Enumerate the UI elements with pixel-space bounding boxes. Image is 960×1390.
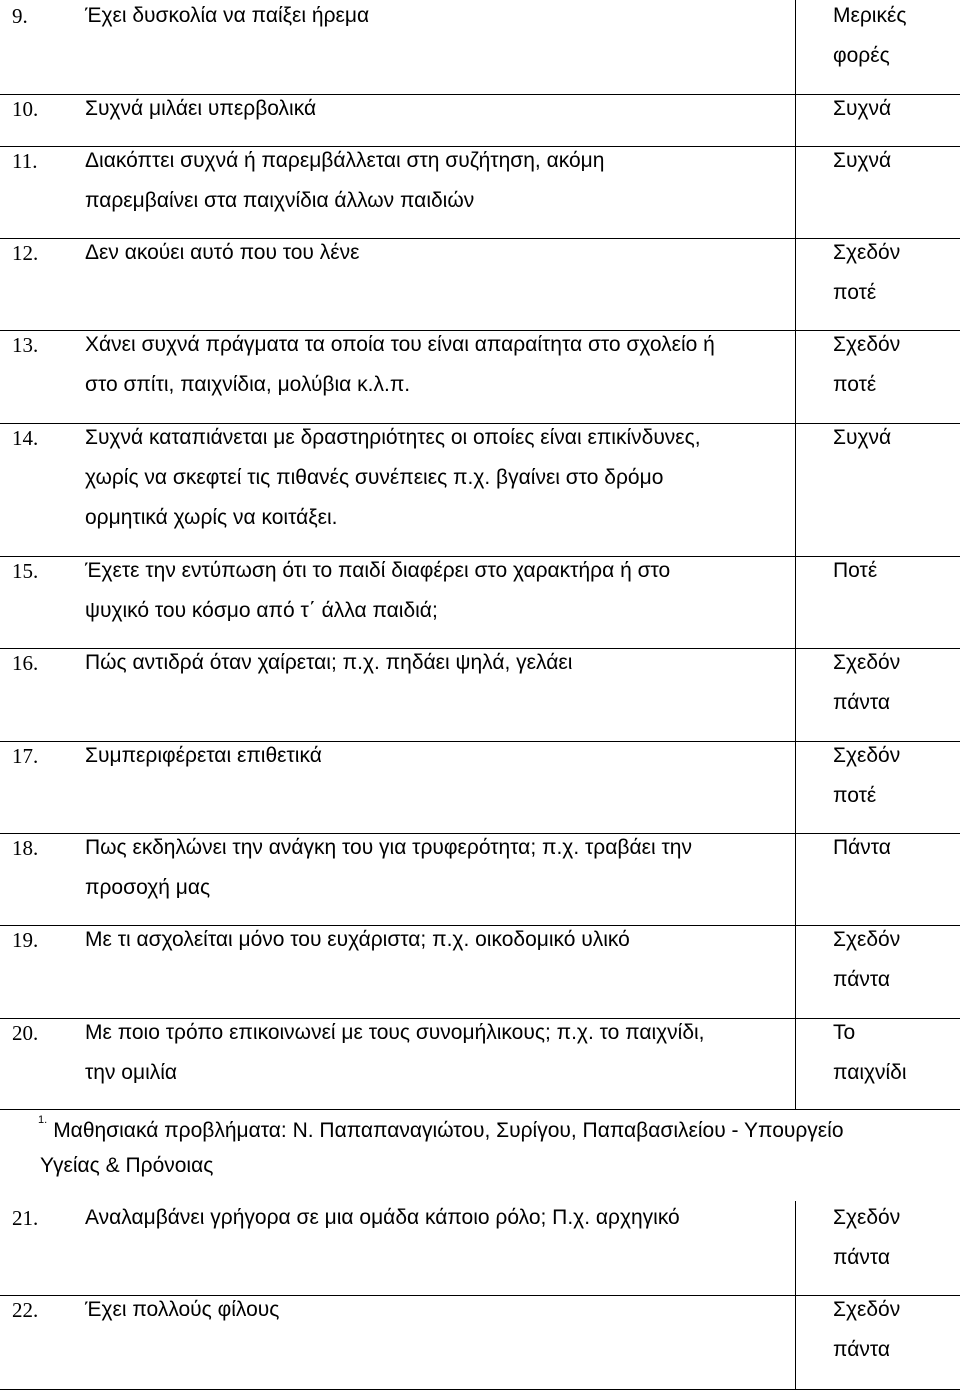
question-text: Έχει πολλούς φίλους — [85, 1298, 280, 1321]
answer-text: Σχεδόν — [833, 1298, 901, 1321]
footnote-marker: 1. — [38, 1114, 48, 1126]
question-text: Με ποιο τρόπο επικοινωνεί με τους συνομήλικους; π.χ. το παιχνίδι, — [85, 1021, 705, 1044]
item-number: 10. — [12, 97, 39, 121]
answer-text: Συχνά — [833, 426, 892, 449]
question-text: Έχετε την εντύπωση ότι το παιδί διαφέρει στο χαρακτήρα ή στο — [85, 559, 671, 582]
question-text: Συμπεριφέρεται επιθετικά — [85, 744, 322, 767]
item-number: 18. — [12, 836, 39, 860]
question-text: την ομιλία — [85, 1061, 178, 1084]
item-number: 15. — [12, 559, 39, 583]
item-number: 11. — [12, 149, 38, 173]
question-text: Διακόπτει συχνά ή παρεμβάλλεται στη συζήτηση, ακόμη — [85, 149, 605, 172]
question-text: ορμητικά χωρίς να κοιτάξει. — [85, 506, 338, 529]
answer-text: ποτέ — [833, 784, 877, 807]
item-number: 13. — [12, 333, 39, 357]
answer-text: Πάντα — [833, 836, 891, 859]
item-number: 22. — [12, 1298, 39, 1322]
answer-text: Συχνά — [833, 149, 892, 172]
question-text: Συχνά καταπιάνεται με δραστηριότητες οι οποίες είναι επικίνδυνες, — [85, 426, 701, 449]
question-text: Δεν ακούει αυτό που του λένε — [85, 241, 360, 264]
answer-text: Μερικές — [833, 4, 907, 27]
question-text: Συχνά μιλάει υπερβολικά — [85, 97, 317, 120]
item-number: 16. — [12, 651, 39, 675]
question-text: παρεμβαίνει στα παιχνίδια άλλων παιδιών — [85, 189, 475, 212]
question-text: ψυχικό του κόσμο από τ΄ άλλα παιδιά; — [85, 599, 438, 622]
footnote-line-1 — [40, 1106, 844, 1151]
answer-text: Σχεδόν — [833, 333, 901, 356]
item-number: 20. — [12, 1021, 39, 1045]
question-text: Έχει δυσκολία να παίξει ήρεμα — [85, 4, 370, 27]
question-text: Αναλαμβάνει γρήγορα σε μια ομάδα κάποιο ρόλο; Π.χ. αρχηγικό — [85, 1206, 680, 1229]
question-text: χωρίς να σκεφτεί τις πιθανές συνέπειες π.χ. βγαίνει στο δρόμο — [85, 466, 664, 489]
column-divider — [795, 0, 796, 1110]
answer-text: πάντα — [833, 1246, 890, 1269]
answer-text: Σχεδόν — [833, 928, 901, 951]
footnote-line-2: Υγείας & Πρόνοιας — [40, 1154, 214, 1177]
answer-text: πάντα — [833, 968, 890, 991]
answer-text: Σχεδόν — [833, 744, 901, 767]
question-text: στο σπίτι, παιχνίδια, μολύβια κ.λ.π. — [85, 373, 411, 396]
item-number: 21. — [12, 1206, 39, 1230]
footnote-text: Μαθησιακά προβλήματα: Ν. Παπαπαναγιώτου, Συρίγου, Παπαβασιλείου - Υπουργείο — [53, 1119, 844, 1142]
item-number: 19. — [12, 928, 39, 952]
question-text: Πως εκδηλώνει την ανάγκη του για τρυφερότητα; π.χ. τραβάει την — [85, 836, 692, 859]
answer-text: Σχεδόν — [833, 651, 901, 674]
answer-text: παιχνίδι — [833, 1061, 907, 1084]
question-text: Πώς αντιδρά όταν χαίρεται; π.χ. πηδάει ψηλά, γελάει — [85, 651, 573, 674]
answer-text: πάντα — [833, 691, 890, 714]
item-number: 12. — [12, 241, 39, 265]
answer-text: Σχεδόν — [833, 1206, 901, 1229]
question-text: Με τι ασχολείται μόνο του ευχάριστα; π.χ. οικοδομικό υλικό — [85, 928, 630, 951]
answer-text: Συχνά — [833, 97, 892, 120]
question-text: προσοχή μας — [85, 876, 211, 899]
answer-text: φορές — [833, 44, 890, 67]
item-number: 9. — [12, 4, 28, 28]
answer-text: πάντα — [833, 1338, 890, 1361]
item-number: 17. — [12, 744, 39, 768]
answer-text: ποτέ — [833, 281, 877, 304]
answer-text: Ποτέ — [833, 559, 878, 582]
answer-text: Το — [833, 1021, 856, 1044]
answer-text: Σχεδόν — [833, 241, 901, 264]
question-text: Χάνει συχνά πράγματα τα οποία του είναι απαραίτητα στο σχολείο ή — [85, 333, 715, 356]
answer-text: ποτέ — [833, 373, 877, 396]
item-number: 14. — [12, 426, 39, 450]
